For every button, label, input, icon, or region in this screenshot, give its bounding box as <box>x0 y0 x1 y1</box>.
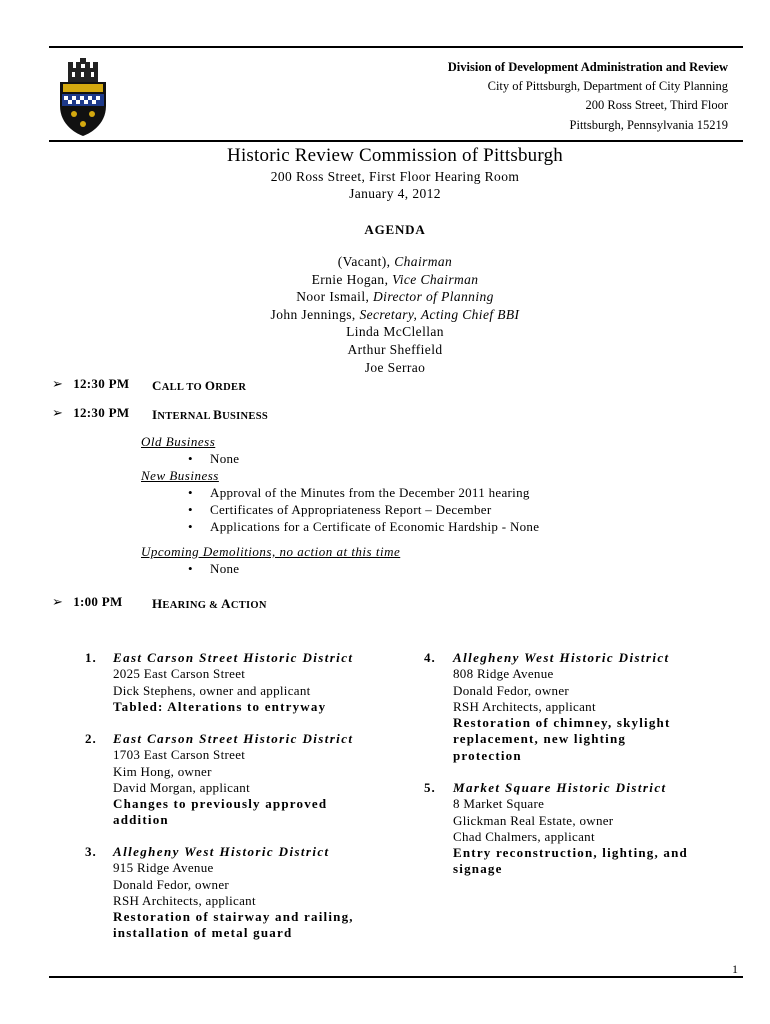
case-detail: Donald Fedor, owner <box>113 876 230 892</box>
schedule-title <box>152 378 246 394</box>
case-action: Restoration of chimney, skylight <box>453 715 671 731</box>
member-line <box>0 306 770 324</box>
bullet-icon: • <box>188 451 193 466</box>
case-detail: RSH Architects, applicant <box>453 698 596 714</box>
bullet-icon: • <box>188 485 193 500</box>
title-initial: H <box>152 596 163 611</box>
list-item-text: None <box>210 561 240 576</box>
agenda-heading: AGENDA <box>364 222 426 237</box>
title-initial: O <box>204 378 216 393</box>
case-detail: Donald Fedor, owner <box>453 682 570 698</box>
bullet-icon: • <box>188 561 193 576</box>
case-detail: 915 Ridge Avenue <box>113 860 214 876</box>
title-text: NTERNAL <box>157 411 214 422</box>
title-text: ALL TO <box>161 382 205 393</box>
case-district: Market Square Historic District <box>453 780 667 795</box>
member-role: Chairman <box>394 254 453 269</box>
title-text: CTION <box>230 600 267 611</box>
case-number: 4. <box>424 650 436 665</box>
case-action: Changes to previously approved <box>113 796 328 812</box>
case-district: Allegheny West Historic District <box>113 844 330 859</box>
member-role: Director of Planning <box>373 289 494 305</box>
case-action: replacement, new lighting <box>453 731 627 747</box>
case-number: 3. <box>85 844 97 859</box>
title-text: USINESS <box>222 411 269 422</box>
member-name: Ernie Hogan, <box>311 271 393 287</box>
bullet-icon: • <box>188 519 193 534</box>
member-role: Vice Chairman <box>392 271 479 287</box>
case-district: East Carson Street Historic District <box>113 650 354 665</box>
case-action: Entry reconstruction, lighting, and <box>453 845 688 861</box>
case-item <box>85 731 403 829</box>
case-item <box>424 780 743 878</box>
members-list <box>0 253 770 376</box>
member-name: (Vacant), <box>337 254 395 269</box>
title-initial: I <box>152 407 158 422</box>
meeting-date: January 4, 2012 <box>349 186 441 201</box>
new-business-heading: New Business <box>141 468 219 483</box>
demolitions-heading: Upcoming Demolitions, no action at this time <box>141 544 401 559</box>
division-name: Division of Development Administration and Review <box>447 60 728 74</box>
old-business-heading: Old Business <box>141 434 216 449</box>
list-item <box>188 561 239 577</box>
case-number: 5. <box>424 780 436 795</box>
schedule-title <box>152 407 268 423</box>
list-item <box>188 485 530 501</box>
title-initial: C <box>152 378 162 393</box>
case-action: installation of metal guard <box>113 925 293 941</box>
list-item-text: Applications for a Certificate of Economic Hardship - None <box>210 519 540 534</box>
time-text: 12:30 PM <box>73 376 130 391</box>
case-district: Allegheny West Historic District <box>453 650 670 665</box>
list-item-text: None <box>210 451 240 466</box>
member-name: Linda McClellan <box>346 324 444 340</box>
meeting-location: 200 Ross Street, First Floor Hearing Room <box>270 169 520 184</box>
top-rule <box>49 46 743 48</box>
city-seal-icon <box>54 58 112 138</box>
list-item <box>188 502 491 518</box>
case-action: Tabled: Alterations to entryway <box>113 698 327 714</box>
case-detail: Kim Hong, owner <box>113 763 212 779</box>
member-line <box>0 323 770 341</box>
department-address: 200 Ross Street, Third Floor <box>585 98 728 112</box>
case-number: 2. <box>85 731 97 746</box>
case-action: signage <box>453 861 503 877</box>
member-name: Arthur Sheffield <box>347 341 443 357</box>
member-name: Noor Ismail, <box>296 289 374 305</box>
title-text: RDER <box>215 382 247 393</box>
case-item <box>424 650 743 764</box>
case-detail: 808 Ridge Avenue <box>453 666 554 682</box>
member-name: Joe Serrao <box>364 359 426 375</box>
list-item <box>188 519 539 535</box>
case-detail: Dick Stephens, owner and applicant <box>113 682 311 698</box>
arrow-icon: ➢ <box>52 376 64 391</box>
case-action: Restoration of stairway and railing, <box>113 909 354 925</box>
member-line <box>0 288 770 306</box>
case-detail: Chad Chalmers, applicant <box>453 828 595 844</box>
schedule-time <box>52 594 123 610</box>
page-title: Historic Review Commission of Pittsburgh <box>227 145 563 166</box>
page-number: 1 <box>732 962 738 976</box>
case-item <box>85 650 403 715</box>
case-action: addition <box>113 812 169 828</box>
schedule-time <box>52 376 129 392</box>
schedule-time <box>52 405 129 421</box>
arrow-icon: ➢ <box>52 594 64 609</box>
case-number: 1. <box>85 650 97 665</box>
footer-rule <box>49 976 743 978</box>
arrow-icon: ➢ <box>52 405 64 420</box>
list-item-text: Certificates of Appropriateness Report – December <box>210 502 492 517</box>
member-line <box>0 271 770 289</box>
member-line <box>0 359 770 377</box>
title-initial: B <box>213 407 223 422</box>
case-detail: 1703 East Carson Street <box>113 747 246 763</box>
case-detail: David Morgan, applicant <box>113 779 250 795</box>
case-detail: RSH Architects, applicant <box>113 892 256 908</box>
member-line <box>0 341 770 359</box>
case-action: protection <box>453 747 522 763</box>
member-line <box>0 253 770 271</box>
case-detail: 8 Market Square <box>453 796 545 812</box>
title-initial: A <box>221 596 231 611</box>
department-name: City of Pittsburgh, Department of City Planning <box>487 79 728 93</box>
case-detail: 2025 East Carson Street <box>113 666 246 682</box>
case-detail: Glickman Real Estate, owner <box>453 812 614 828</box>
time-text: 1:00 PM <box>73 594 123 609</box>
list-item <box>188 451 239 467</box>
member-role: Secretary, Acting Chief BBI <box>359 306 520 322</box>
case-item <box>85 844 403 942</box>
schedule-title <box>152 596 267 612</box>
header-rule <box>49 140 743 142</box>
bullet-icon: • <box>188 502 193 517</box>
case-district: East Carson Street Historic District <box>113 731 354 746</box>
time-text: 12:30 PM <box>73 405 130 420</box>
member-name: John Jennings, <box>270 306 360 322</box>
title-text: EARING & <box>162 600 222 611</box>
department-city: Pittsburgh, Pennsylvania 15219 <box>569 118 728 132</box>
list-item-text: Approval of the Minutes from the December 2011 hearing <box>210 485 530 500</box>
